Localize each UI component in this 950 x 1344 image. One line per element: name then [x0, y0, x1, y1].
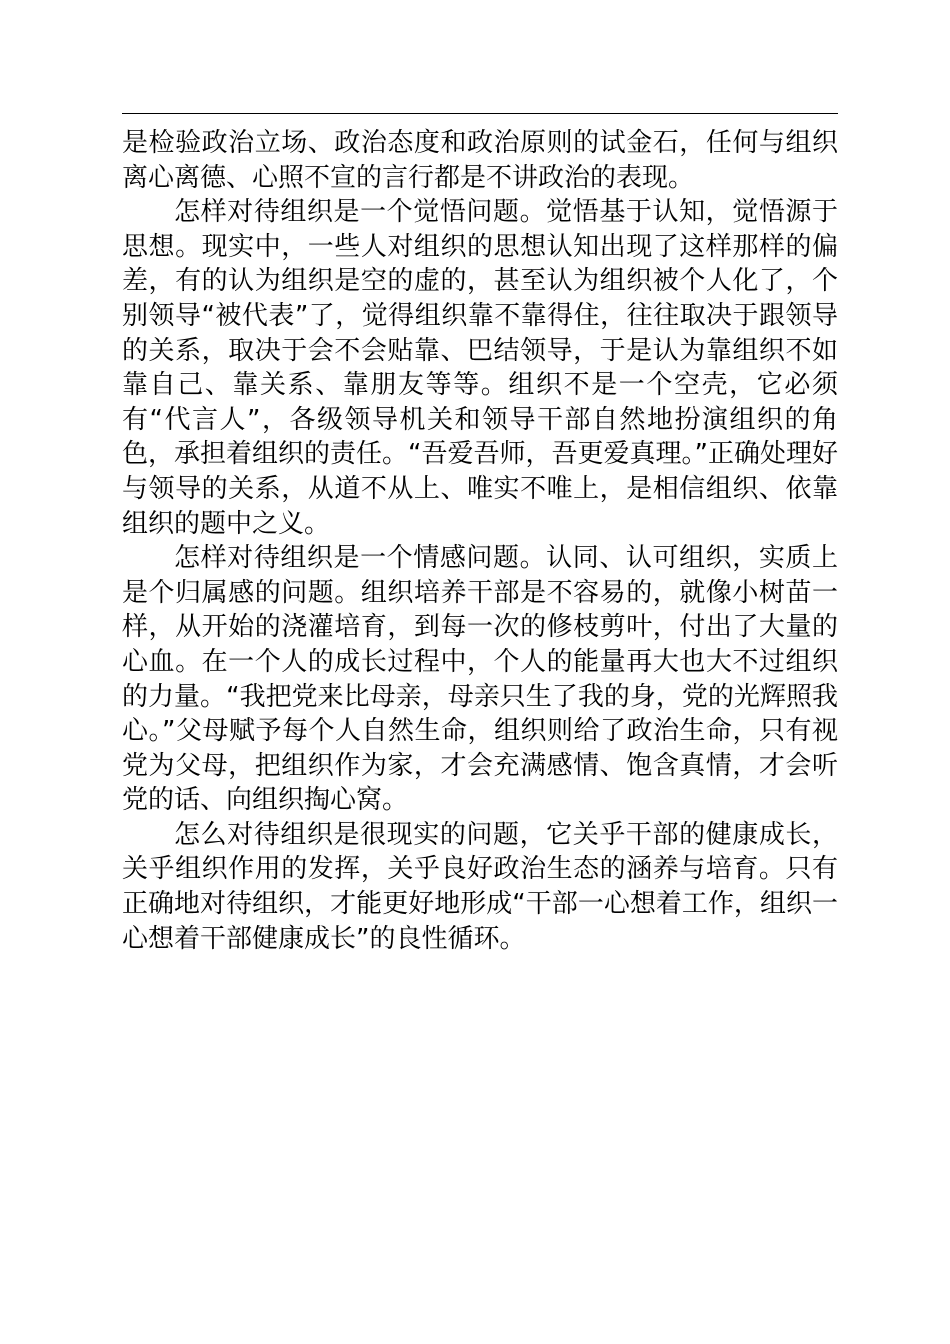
document-body [122, 126, 838, 956]
paragraph-3: 怎样对待组织是一个情感问题。认同、认可组织，实质上是个归属感的问题。组织培养干部是不容易的，就像小树苗一样，从开始的浇灌培育，到每一次的修枝剪叶，付出了大量的心血。在一个人的成长过程中，个人的能量再大也大不过组织的力量。“我把党来比母亲，母亲只生了我的身，党的光辉照我心。”父母赋予每个人自然生命，组织则给了政治生命，只有视党为父母，把组织作为家，才会充满感情、饱含真情，才会听党的话、向组织掏心窝。 [122, 543, 838, 816]
paragraph-2: 怎样对待组织是一个觉悟问题。觉悟基于认知，觉悟源于思想。现实中，一些人对组织的思想认知出现了这样那样的偏差，有的认为组织是空的虚的，甚至认为组织被个人化了，个别领导“被代表”了，觉得组织靠不靠得住，往往取决于跟领导的关系，取决于会不会贴靠、巴结领导，于是认为靠组织不如靠自己、靠关系、靠朋友等等。组织不是一个空壳，它必须有“代言人”，各级领导机关和领导干部自然地扮演组织的角色，承担着组织的责任。“吾爱吾师，吾更爱真理。”正确处理好与领导的关系，从道不从上、唯实不唯上，是相信组织、依靠组织的题中之义。 [122, 197, 838, 539]
header-rule [122, 113, 838, 114]
paragraph-4: 怎么对待组织是很现实的问题，它关乎干部的健康成长，关乎组织作用的发挥，关乎良好政治生态的涵养与培育。只有正确地对待组织，才能更好地形成“干部一心想着工作，组织一心想着干部健康成长”的良性循环。 [122, 819, 838, 954]
paragraph-1: 是检验政治立场、政治态度和政治原则的试金石，任何与组织离心离德、心照不宣的言行都是不讲政治的表现。 [122, 128, 838, 193]
